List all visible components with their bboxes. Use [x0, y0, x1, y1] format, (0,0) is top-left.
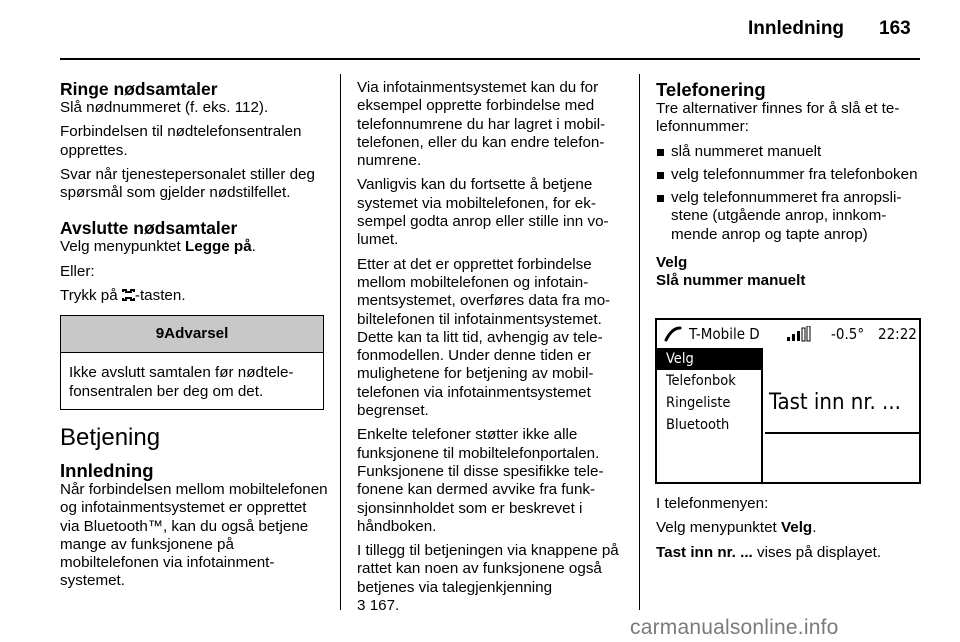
- paragraph: Trykk på -tasten.: [60, 287, 186, 305]
- list-item: velg telefonnummer fra telefonboken: [656, 166, 926, 184]
- page-number: 163: [879, 18, 911, 39]
- operator-name: T-Mobile D: [689, 325, 760, 343]
- display-main-text: Tast inn nr. ...: [769, 390, 901, 415]
- paragraph: Svar når tjenestepersonalet stiller deg spørsmål som gjelder nødstilfellet.: [60, 165, 315, 202]
- menu-item-phonebook[interactable]: Telefonbok: [666, 373, 736, 389]
- section-heading-introduction: Innledning: [60, 459, 154, 481]
- column-2: [357, 79, 627, 621]
- menu-item-call-list[interactable]: Ringeliste: [666, 395, 731, 411]
- phone-handset-icon: [664, 326, 682, 342]
- end-call-key-icon: [122, 289, 135, 301]
- clock: 22:22: [878, 325, 917, 343]
- watermark: carmanualsonline.info: [630, 616, 839, 639]
- paragraph: Tre alternativer finnes for å slå et telefonnummer:: [656, 100, 900, 136]
- paragraph: Vanligvis kan du fortsette å betjene systemet via mobiltelefonen, for eksempel godta anrop eller stille inn volumet.: [357, 176, 609, 249]
- paragraph: Eller:: [60, 262, 95, 280]
- paragraph: Når forbindelsen mellom mobiltelefonen og infotainmentsystemet er opprettet via Bluetooth™, kan du også betjene mange av funksjonene på mobiltelefonen via infotainmentsystemet.: [60, 480, 328, 590]
- column-3-after-image: [656, 495, 926, 568]
- warning-header: 9Advarsel: [61, 316, 323, 353]
- warning-box: [60, 315, 324, 410]
- paragraph: Via infotainmentsystemet kan du for eksempel opprette forbindelse med telefonnumrene du har lagret i mobiltelefonen, eller du kan endre telefonnumrene.: [357, 79, 606, 170]
- signal-strength-icon: [787, 326, 813, 342]
- warning-text: Ikke avslutt samtalen før nødtelefonsentralen ber deg om det.: [69, 364, 294, 400]
- header-rule: [60, 58, 920, 60]
- paragraph: Slå nødnummeret (f. eks. 112).: [60, 99, 269, 116]
- paragraph: Velg menypunktet Legge på.: [60, 238, 256, 256]
- page-reference[interactable]: 167.: [369, 597, 400, 615]
- paragraph: I tillegg til betjeningen via knappene på rattet kan noen av funksjonene også betjenes via talegjenkjenning 3 167.: [357, 542, 619, 615]
- menu-item-velg[interactable]: Velg: [657, 348, 761, 370]
- section-heading-end-emergency-call: Avslutte nødsamtaler: [60, 218, 238, 239]
- paragraph: Etter at det er opprettet forbindelse mellom mobiltelefonen og infotainmentsystemet, overføres data fra mobiltelefonen til infotainmentsystemet. Dette kan ta litt tid, avhengig av telefonmodellen. Under denne tiden er mulighetene for betjening av mobiltelefonen via infotainmentsystemet begrenset.: [357, 255, 611, 420]
- paragraph: Enkelte telefoner støtter ikke alle funksjonene til mobiltelefonportalen. Funksjonene til disse spesifikke telefonene kan dermed avvike fra funksjonsinnholdet som er beskrevet i håndboken.: [357, 426, 604, 535]
- infotainment-display: [655, 318, 921, 484]
- list-item: slå nummeret manuelt: [656, 143, 926, 161]
- display-status-bar: [657, 320, 919, 348]
- display-menu: [657, 348, 763, 482]
- display-input-line: [765, 432, 919, 434]
- column-3: [656, 79, 926, 291]
- page-header-title: Innledning: [748, 18, 845, 39]
- column-1: [60, 79, 330, 597]
- column-divider-1: [340, 74, 341, 610]
- menu-path-dial-manually: Slå nummer manuelt: [656, 272, 806, 290]
- dial-options-list: [656, 143, 926, 244]
- paragraph: Tast inn nr. ... vises på displayet.: [656, 543, 882, 561]
- section-heading-emergency-call: Ringe nødsamtaler: [60, 79, 218, 99]
- section-heading-operation: Betjening: [60, 423, 161, 451]
- menu-path-velg: Velg: [656, 254, 688, 272]
- outside-temperature: -0.5°: [831, 325, 865, 343]
- warning-icon: 9: [155, 325, 165, 343]
- paragraph: Velg menypunktet Velg.: [656, 519, 817, 537]
- paragraph: I telefonmenyen:: [656, 495, 769, 512]
- paragraph: Forbindelsen til nødtelefonsentralen opprettes.: [60, 123, 302, 159]
- section-heading-telephony: Telefonering: [656, 79, 766, 100]
- list-item: velg telefonnummeret fra anropslistene (utgående anrop, innkommende anrop og tapte anrop): [656, 189, 926, 244]
- menu-item-bluetooth[interactable]: Bluetooth: [666, 417, 730, 433]
- page-reference-icon: 3: [357, 597, 366, 615]
- column-divider-2: [639, 74, 640, 610]
